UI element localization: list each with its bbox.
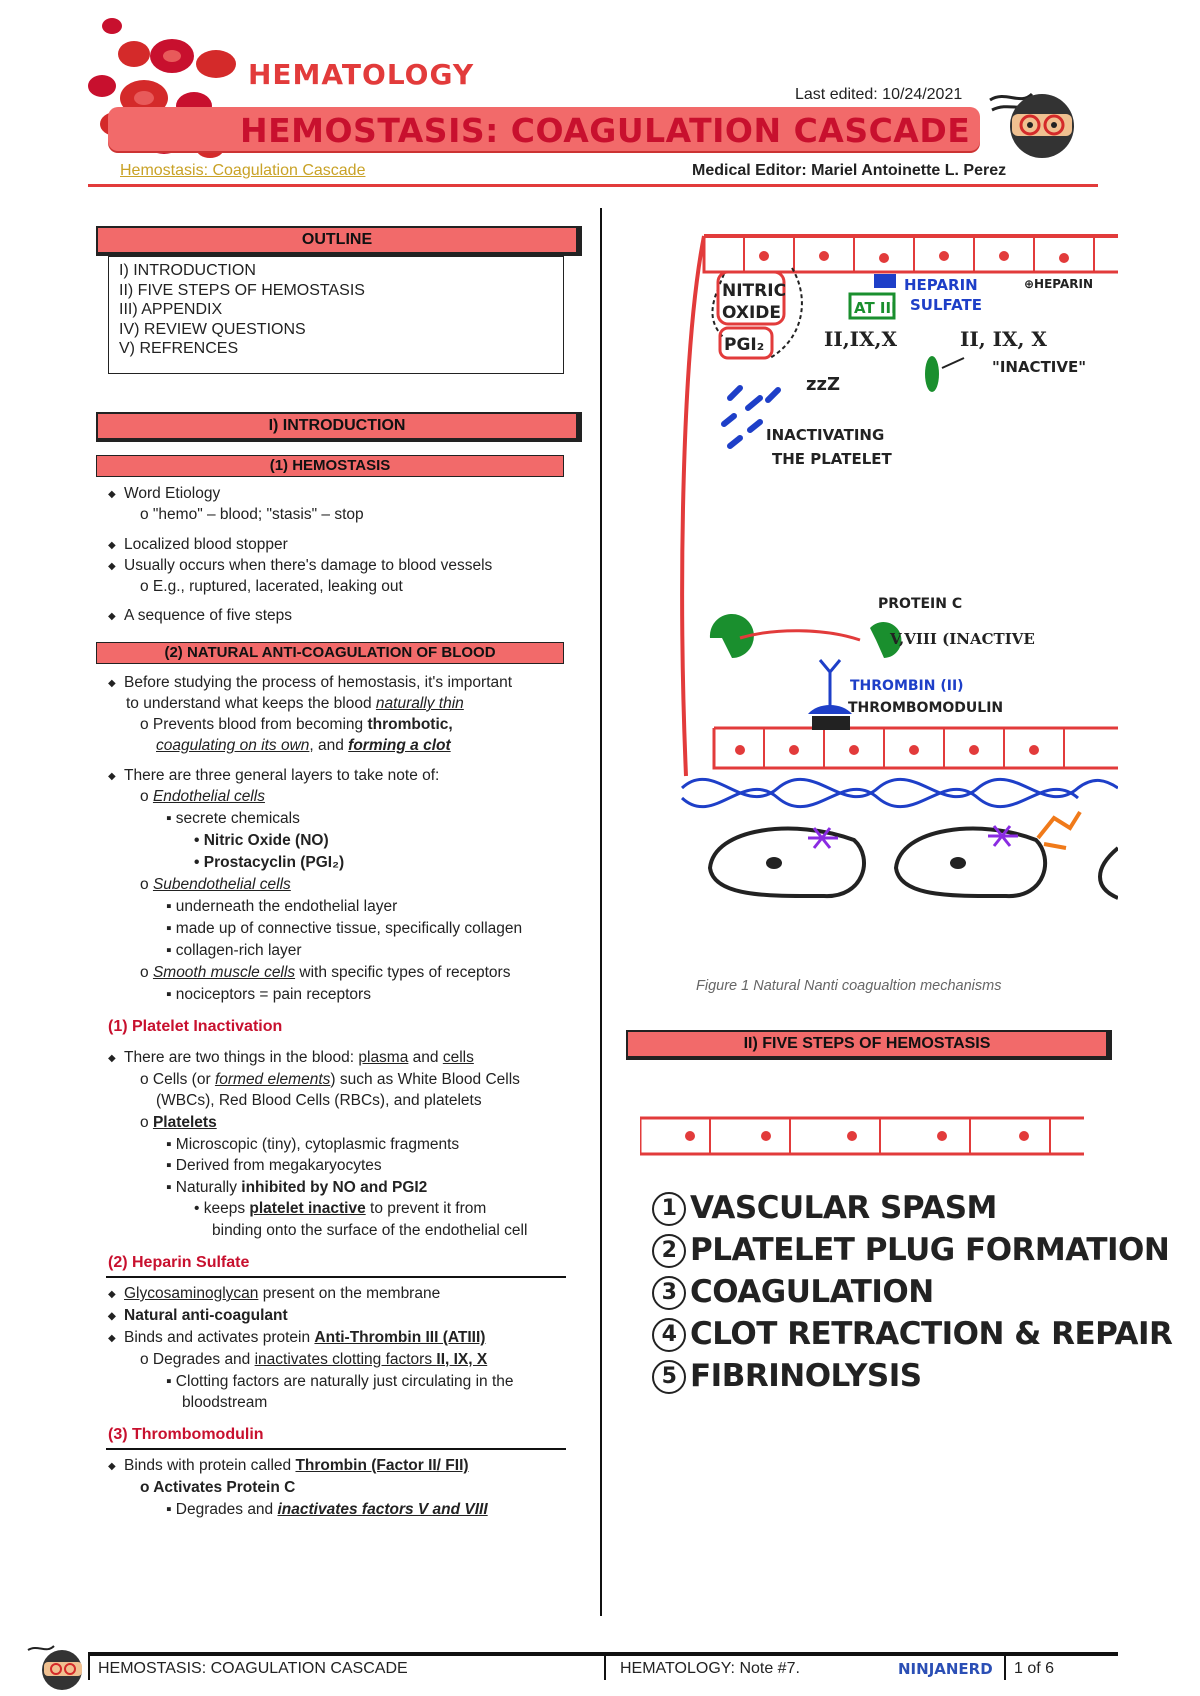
bullet-text: ◆ There are three general layers to take note of: — [124, 766, 439, 786]
label-oxide: OXIDE — [722, 303, 782, 323]
sub-sub-bullet-text: ▪ made up of connective tissue, specifically collagen — [166, 920, 523, 937]
sub-bullet-text: o Smooth muscle cells with specific types of receptors — [140, 964, 511, 981]
step-fibrinolysis: 5 FIBRINOLYSIS — [652, 1358, 922, 1394]
sub-sub-bullet-text: ▪ Naturally inhibited by NO and PGI2 — [166, 1179, 428, 1196]
label-pgi: PGI₂ — [724, 335, 765, 355]
bullet-text: ◆ Before studying the process of hemostasis, it's important — [124, 673, 512, 693]
step-platelet-plug: 2 PLATELET PLUG FORMATION — [652, 1232, 1169, 1268]
ninjanerd-logo: NINJANERD — [898, 1660, 993, 1678]
outline-item-review-questions[interactable]: IV) REVIEW QUESTIONS — [119, 320, 306, 338]
label-heparin-plus: ⊕HEPARIN — [1024, 277, 1094, 291]
outline-item-introduction[interactable]: I) INTRODUCTION — [119, 262, 256, 279]
sub-sub-bullet-text: ▪ collagen-rich layer — [166, 942, 302, 959]
bullet-text: ◆ Localized blood stopper — [124, 535, 288, 555]
natural-anticoagulation-subheading: (2) NATURAL ANTI-COAGULATION OF BLOOD — [96, 642, 564, 664]
sub-bullet-text: o Cells (or formed elements) such as White Blood Cells — [140, 1071, 520, 1088]
heading-underline — [106, 1276, 566, 1278]
last-edited: Last edited: 10/24/2021 — [795, 86, 963, 103]
bullet-text: ◆ There are two things in the blood: plasma and cells — [124, 1048, 474, 1068]
bullet-text: ◆ Glycosaminoglycan present on the membrane — [124, 1284, 440, 1304]
sub-bullet-text: o Subendothelial cells — [140, 876, 291, 893]
sub-bullet-text: o Prevents blood from becoming thrombotic, — [140, 716, 453, 733]
subject-title: HEMATOLOGY — [248, 58, 475, 91]
column-divider — [600, 208, 602, 1616]
endothelium-strip — [640, 1114, 1084, 1162]
sub-bullet-text: o Degrades and inactivates clotting factors II, IX, X — [140, 1351, 488, 1368]
sub-sub-bullet-text: ▪ Clotting factors are naturally just circulating in the — [166, 1373, 514, 1390]
bullet-text: ◆ Binds and activates protein Anti-Thrombin III (ATIII) — [124, 1328, 485, 1348]
introduction-heading: I) INTRODUCTION — [96, 412, 582, 442]
figure-caption: Figure 1 Natural Nanti coagualtion mechanisms — [696, 978, 1002, 994]
outline-box — [108, 256, 564, 374]
label-v-viii: V,VIII (INACTIVE — [890, 630, 1035, 648]
footer-separator — [88, 1656, 90, 1680]
detail-text-cont: binding onto the surface of the endothelial cell — [212, 1222, 528, 1239]
sub-bullet-text: o Platelets — [140, 1114, 217, 1131]
hemostasis-subheading: (1) HEMOSTASIS — [96, 455, 564, 477]
label-thrombin: THROMBIN (II) — [850, 678, 964, 694]
medical-editor: Medical Editor: Mariel Antoinette L. Perez — [692, 162, 1007, 179]
sub-sub-bullet-text: ▪ underneath the endothelial layer — [166, 898, 398, 915]
sub-bullet-text-cont: (WBCs), Red Blood Cells (RBCs), and platelets — [156, 1092, 482, 1109]
outline-item-references[interactable]: V) REFRENCES — [119, 340, 239, 358]
footer-title: HEMOSTASIS: COAGULATION CASCADE — [98, 1660, 408, 1677]
heparin-sulfate-heading: (2) Heparin Sulfate — [108, 1254, 250, 1271]
heading-underline — [106, 1448, 566, 1450]
sub-bullet-text: o "hemo" – blood; "stasis" – stop — [140, 506, 364, 523]
label-factors-1: II,IX,X — [824, 327, 898, 351]
outline-item-appendix[interactable]: III) APPENDIX — [119, 301, 223, 319]
label-nitric: NITRIC — [722, 281, 787, 301]
footer-mascot-icon — [26, 1640, 86, 1692]
bullet-text: ◆ Binds with protein called Thrombin (Factor II/ FII) — [124, 1456, 469, 1476]
label-heparin-2: SULFATE — [910, 296, 982, 314]
sub-sub-bullet-text: ▪ Derived from megakaryocytes — [166, 1157, 382, 1174]
footer-divider — [88, 1652, 1118, 1656]
page-number: 1 of 6 — [1014, 1660, 1055, 1677]
label-inactive: "INACTIVE" — [992, 358, 1087, 376]
outline-heading: OUTLINE — [96, 226, 582, 256]
sub-sub-bullet-text: ▪ Microscopic (tiny), cytoplasmic fragments — [166, 1136, 460, 1153]
chemical-item: • Nitric Oxide (NO) — [194, 832, 329, 849]
sub-bullet-text: o E.g., ruptured, lacerated, leaking out — [140, 578, 403, 595]
anticoagulation-figure — [674, 228, 1118, 984]
step-clot-retraction: 4 CLOT RETRACTION & REPAIR — [652, 1316, 1172, 1352]
ninja-mascot-icon — [986, 82, 1082, 162]
bullet-text: ◆ Usually occurs when there's damage to blood vessels — [124, 556, 492, 576]
detail-text: • keeps platelet inactive to prevent it from — [194, 1200, 487, 1217]
sub-sub-bullet-text: ▪ nociceptors = pain receptors — [166, 986, 371, 1003]
page-link[interactable]: Hemostasis: Coagulation Cascade — [120, 162, 366, 179]
sub-bullet-text-cont: coagulating on its own, and forming a clot — [156, 737, 451, 754]
chemical-item: • Prostacyclin (PGI₂) — [194, 854, 345, 871]
footer-note: HEMATOLOGY: Note #7. — [620, 1660, 800, 1677]
label-zzz: zzZ — [806, 374, 841, 395]
page-title: HEMOSTASIS: COAGULATION CASCADE — [240, 111, 971, 150]
label-protein-c: PROTEIN C — [878, 596, 963, 612]
bullet-text: ◆ Word Etiology — [124, 484, 220, 504]
sub-bullet-text: o Activates Protein C — [140, 1479, 296, 1496]
label-inactivating-1: INACTIVATING — [766, 426, 885, 444]
platelet-inactivation-heading: (1) Platelet Inactivation — [108, 1018, 283, 1035]
step-coagulation: 3 COAGULATION — [652, 1274, 934, 1310]
sub-sub-bullet-text: ▪ Degrades and inactivates factors V and VIII — [166, 1501, 488, 1518]
step-vascular-spasm: 1 VASCULAR SPASM — [652, 1190, 997, 1226]
bullet-text: ◆ A sequence of five steps — [124, 606, 292, 626]
outline-item-five-steps[interactable]: II) FIVE STEPS OF HEMOSTASIS — [119, 281, 365, 299]
label-inactivating-2: THE PLATELET — [772, 450, 892, 468]
label-heparin-1: HEPARIN — [904, 276, 978, 294]
bullet-text: ◆ Natural anti-coagulant — [124, 1306, 288, 1326]
label-thrombomodulin: THROMBOMODULIN — [848, 700, 1004, 716]
footer-separator — [604, 1656, 606, 1680]
five-steps-heading: II) FIVE STEPS OF HEMOSTASIS — [626, 1030, 1112, 1060]
header-divider — [88, 184, 1098, 187]
label-at3: AT III — [854, 299, 897, 317]
bullet-text-cont: to understand what keeps the blood naturally thin — [126, 695, 464, 712]
sub-sub-bullet-text: ▪ secrete chemicals — [166, 810, 300, 827]
footer-separator — [1004, 1656, 1006, 1680]
thrombomodulin-heading: (3) Thrombomodulin — [108, 1426, 264, 1443]
sub-sub-bullet-text-cont: bloodstream — [182, 1394, 268, 1411]
sub-bullet-text: o Endothelial cells — [140, 788, 265, 805]
label-factors-2: II, IX, X — [960, 327, 1047, 351]
